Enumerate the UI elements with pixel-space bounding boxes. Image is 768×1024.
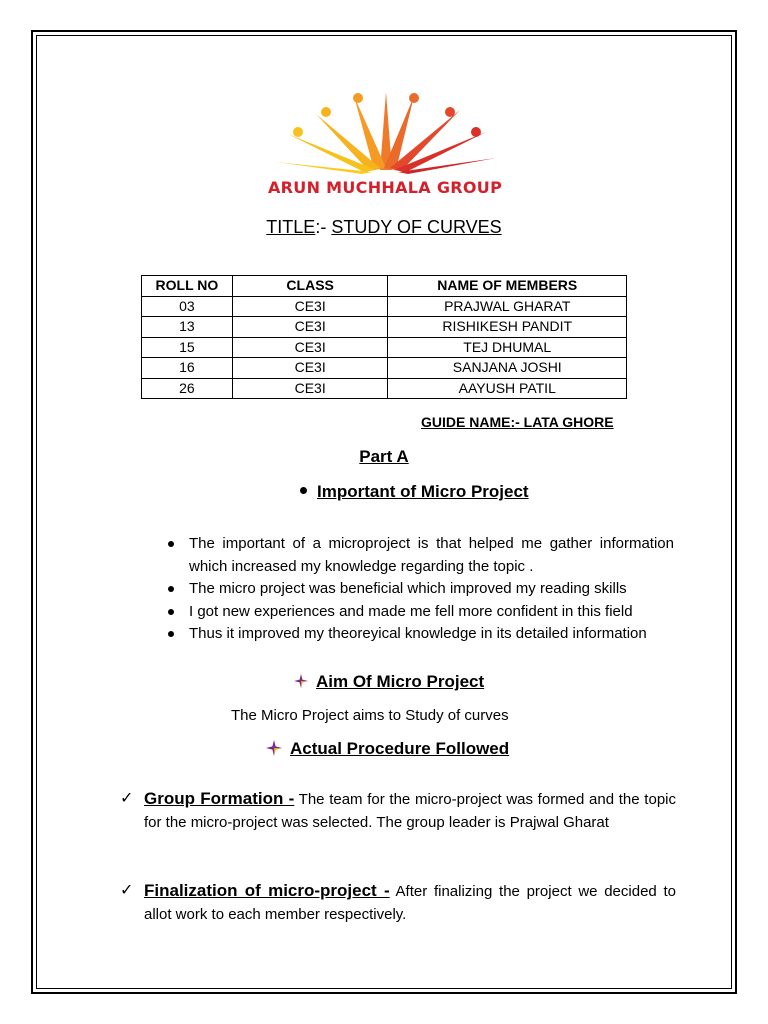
- procedure-item: [120, 880, 676, 926]
- importance-list: [164, 533, 674, 646]
- part-a-heading: Part A: [359, 447, 409, 466]
- bullet-icon: [300, 487, 307, 494]
- members-table: [141, 275, 627, 399]
- cell-member-name: PRAJWAL GHARAT: [388, 296, 627, 317]
- procedure-item-label: Group Formation -: [144, 789, 295, 808]
- checkmark-icon: ✓: [120, 882, 134, 899]
- cell-roll-no: 15: [142, 337, 233, 358]
- cell-roll-no: 16: [142, 358, 233, 379]
- title-text: STUDY OF CURVES: [331, 217, 502, 237]
- list-item: The important of a microproject is that helped me gather information which increased my knowledge regarding the topic .: [164, 533, 674, 578]
- header-roll-no: ROLL NO: [142, 276, 233, 297]
- four-point-star-icon: [294, 674, 308, 688]
- guide-name: GUIDE NAME:- LATA GHORE: [421, 414, 614, 430]
- cell-class: CE3I: [232, 337, 388, 358]
- table-row: [142, 378, 627, 399]
- aim-heading-text: Aim Of Micro Project: [316, 672, 485, 691]
- sunburst-people-icon: [268, 92, 500, 178]
- aim-text: The Micro Project aims to Study of curves: [231, 707, 509, 724]
- title-separator: :-: [315, 217, 332, 237]
- cell-class: CE3I: [232, 358, 388, 379]
- cell-class: CE3I: [232, 378, 388, 399]
- four-point-star-icon: [266, 740, 282, 756]
- cell-roll-no: 26: [142, 378, 233, 399]
- table-row: [142, 296, 627, 317]
- cell-member-name: TEJ DHUMAL: [388, 337, 627, 358]
- cell-member-name: AAYUSH PATIL: [388, 378, 627, 399]
- table-row: [142, 317, 627, 338]
- cell-roll-no: 03: [142, 296, 233, 317]
- procedure-heading: [266, 739, 509, 759]
- cell-roll-no: 13: [142, 317, 233, 338]
- checkmark-icon: ✓: [120, 790, 134, 807]
- cell-class: CE3I: [232, 296, 388, 317]
- procedure-item-text: The team for the micro-project was formed and the topic for the micro-project was selected. The group leader is Prajwal Gharat: [144, 791, 676, 831]
- company-name: ARUN MUCHHALA GROUP: [268, 178, 503, 197]
- company-logo: [268, 92, 503, 202]
- page-title: [0, 217, 768, 238]
- table-header-row: [142, 276, 627, 297]
- title-prefix: TITLE: [266, 217, 316, 237]
- procedure-item-text: After finalizing the project we decided to allot work to each member respectively.: [144, 883, 676, 923]
- header-name-of-members: NAME OF MEMBERS: [388, 276, 627, 297]
- header-class: CLASS: [232, 276, 388, 297]
- important-heading: [300, 482, 529, 502]
- important-heading-text: Important of Micro Project: [317, 482, 529, 501]
- list-item: I got new experiences and made me fell more confident in this field: [164, 601, 674, 624]
- cell-member-name: SANJANA JOSHI: [388, 358, 627, 379]
- procedure-item: [120, 788, 676, 834]
- list-item: The micro project was beneficial which improved my reading skills: [164, 578, 674, 601]
- list-item: Thus it improved my theoreyical knowledge in its detailed information: [164, 623, 674, 646]
- table-row: [142, 337, 627, 358]
- aim-heading: [294, 672, 484, 692]
- procedure-item-label: Finalization of micro-project -: [144, 881, 390, 900]
- procedure-heading-text: Actual Procedure Followed: [290, 739, 510, 758]
- cell-class: CE3I: [232, 317, 388, 338]
- table-row: [142, 358, 627, 379]
- cell-member-name: RISHIKESH PANDIT: [388, 317, 627, 338]
